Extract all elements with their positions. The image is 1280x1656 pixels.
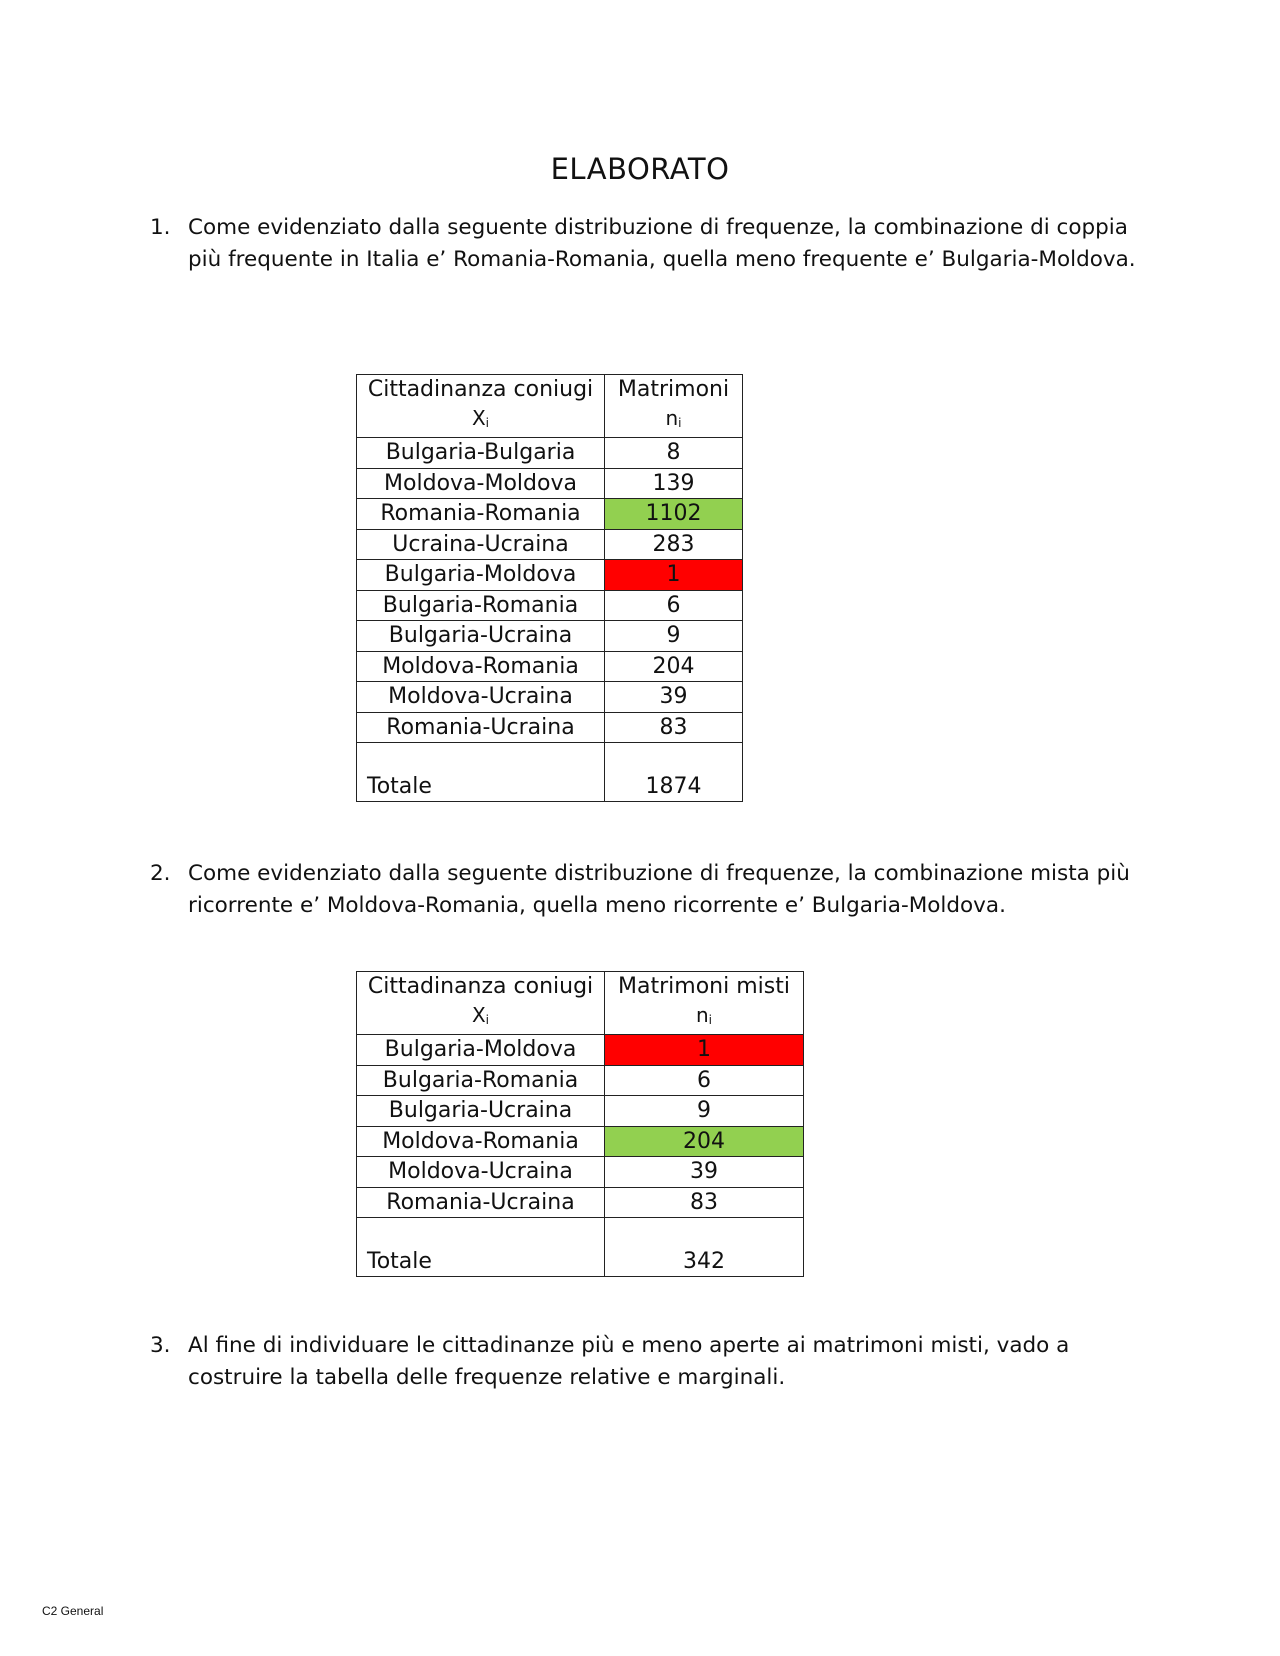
total-value: 1874	[605, 743, 743, 802]
row-value: 283	[605, 529, 743, 560]
table-row	[357, 1157, 804, 1188]
column-header-matrimoni-misti: Matrimoni misti $n_i$	[605, 972, 804, 1035]
table-row	[357, 1187, 804, 1218]
row-label: Bulgaria-Romania	[357, 1065, 605, 1096]
row-label: Bulgaria-Ucraina	[357, 621, 605, 652]
table-row	[357, 529, 743, 560]
table-row	[357, 438, 743, 469]
row-value: 6	[605, 1065, 804, 1096]
table-row	[357, 1096, 804, 1127]
row-value: 1102	[605, 499, 743, 530]
row-value: 9	[605, 621, 743, 652]
row-value: 83	[605, 1187, 804, 1218]
row-label: Moldova-Moldova	[357, 468, 605, 499]
list-text: Al fine di individuare le cittadinanze più e meno aperte ai matrimoni misti, vado a costruire la tabella delle frequenze relative e marginali.	[188, 1333, 1070, 1390]
table-row	[357, 1126, 804, 1157]
row-label: Ucraina-Ucraina	[357, 529, 605, 560]
list-number: 1.	[150, 215, 171, 240]
table-header-row	[357, 375, 743, 438]
row-value: 9	[605, 1096, 804, 1127]
row-label: Bulgaria-Moldova	[357, 560, 605, 591]
list-number: 2.	[150, 861, 171, 886]
table-row	[357, 651, 743, 682]
column-header-matrimoni: Matrimoni $n_i$	[605, 375, 743, 438]
row-label: Romania-Ucraina	[357, 1187, 605, 1218]
row-value: 39	[605, 682, 743, 713]
frequency-table-2	[356, 971, 804, 1277]
table-row	[357, 682, 743, 713]
row-label: Romania-Ucraina	[357, 712, 605, 743]
row-value: 6	[605, 590, 743, 621]
row-value: 83	[605, 712, 743, 743]
total-value: 342	[605, 1218, 804, 1277]
list-item-3	[150, 1330, 1160, 1394]
row-value: 1	[605, 1035, 804, 1066]
list-item-1	[150, 212, 1160, 276]
row-value: 1	[605, 560, 743, 591]
row-label: Moldova-Ucraina	[357, 682, 605, 713]
row-label: Bulgaria-Romania	[357, 590, 605, 621]
row-value: 204	[605, 651, 743, 682]
row-label: Romania-Romania	[357, 499, 605, 530]
row-label: Bulgaria-Bulgaria	[357, 438, 605, 469]
table-row	[357, 590, 743, 621]
table-row	[357, 1065, 804, 1096]
list-number: 3.	[150, 1333, 171, 1358]
table-row	[357, 560, 743, 591]
total-label: Totale	[357, 1218, 605, 1277]
table-row	[357, 468, 743, 499]
row-label: Moldova-Romania	[357, 1126, 605, 1157]
row-label: Bulgaria-Moldova	[357, 1035, 605, 1066]
row-value: 39	[605, 1157, 804, 1188]
total-label: Totale	[357, 743, 605, 802]
classification-footer: C2 General	[42, 1604, 104, 1618]
table-row	[357, 1035, 804, 1066]
document-title: ELABORATO	[550, 152, 730, 186]
table-row	[357, 621, 743, 652]
row-label: Moldova-Ucraina	[357, 1157, 605, 1188]
list-text: Come evidenziato dalla seguente distribuzione di frequenze, la combinazione di coppia più frequente in Italia e’ Romania-Romania, quella meno frequente e’ Bulgaria-Moldova.	[188, 215, 1136, 272]
row-label: Moldova-Romania	[357, 651, 605, 682]
column-header-cittadinanza: Cittadinanza coniugi $X_i$	[357, 972, 605, 1035]
total-row	[357, 743, 743, 802]
list-text: Come evidenziato dalla seguente distribuzione di frequenze, la combinazione mista più ricorrente e’ Moldova-Romania, quella meno ricorrente e’ Bulgaria-Moldova.	[188, 861, 1130, 918]
frequency-table-1	[356, 374, 743, 802]
row-value: 8	[605, 438, 743, 469]
column-header-cittadinanza: Cittadinanza coniugi $X_i$	[357, 375, 605, 438]
row-label: Bulgaria-Ucraina	[357, 1096, 605, 1127]
total-row	[357, 1218, 804, 1277]
row-value: 139	[605, 468, 743, 499]
list-item-2	[150, 858, 1160, 922]
table-row	[357, 712, 743, 743]
row-value: 204	[605, 1126, 804, 1157]
table-row	[357, 499, 743, 530]
table-header-row	[357, 972, 804, 1035]
